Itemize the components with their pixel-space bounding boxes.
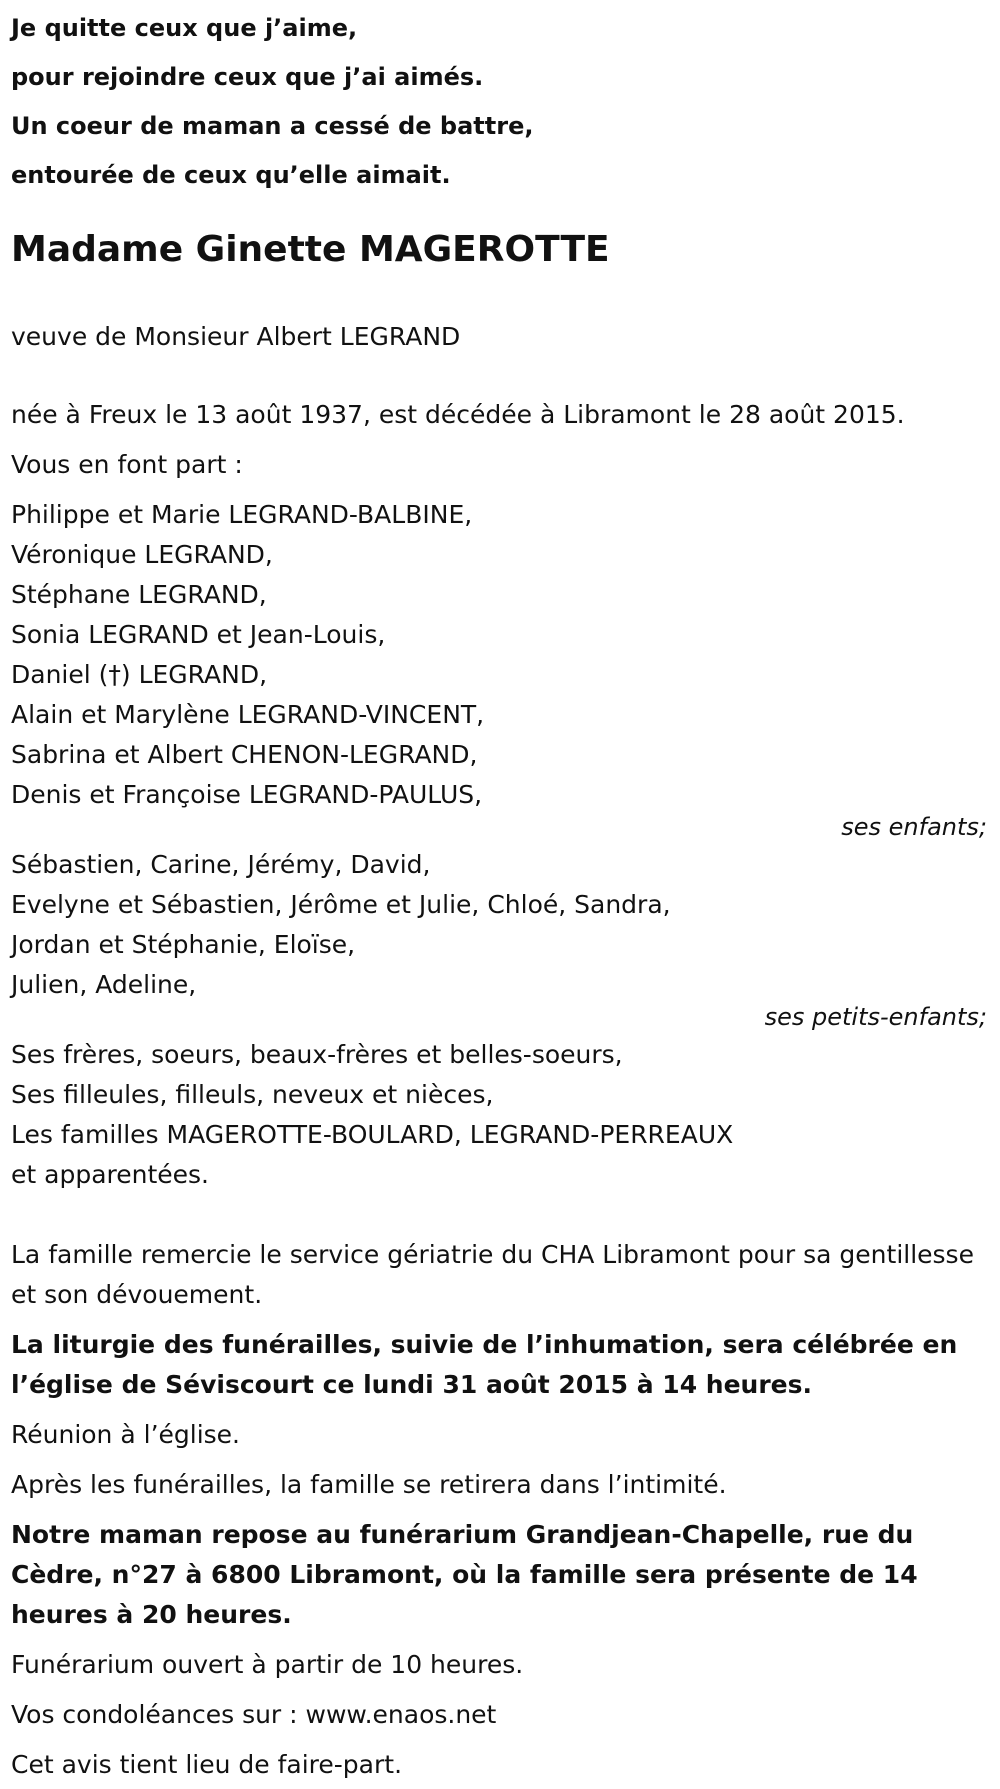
deceased-name: Madame Ginette MAGEROTTE xyxy=(11,229,610,270)
widow-of-text: veuve de Monsieur Albert LEGRAND xyxy=(11,322,461,351)
after-funeral-text: Après les funérailles, la famille se retirera dans l’intimité. xyxy=(11,1470,727,1499)
list-item: Jordan et Stéphanie, Eloïse, xyxy=(11,930,356,959)
opening-verse xyxy=(11,0,989,200)
thanks-text: La famille remercie le service gériatrie du CHA Libramont pour sa gentillesse et son dévouement. xyxy=(11,1240,974,1309)
funeral-home-hours-text: Funérarium ouvert à partir de 10 heures. xyxy=(11,1650,524,1679)
list-item: Les familles MAGEROTTE-BOULARD, LEGRAND-PERREAUX xyxy=(11,1120,734,1149)
children-label: ses enfants; xyxy=(841,813,987,841)
other-relatives-list xyxy=(11,1035,989,1195)
list-item: Sabrina et Albert CHENON-LEGRAND, xyxy=(11,740,478,769)
grandchildren-label: ses petits-enfants; xyxy=(764,1003,987,1031)
list-item: Sonia LEGRAND et Jean-Louis, xyxy=(11,620,386,649)
notice-text: Cet avis tient lieu de faire-part. xyxy=(11,1750,403,1779)
liturgy-text: La liturgie des funérailles, suivie de l’inhumation, sera célébrée en l’église de Séviscourt ce lundi 31 août 2015 à 14 heures. xyxy=(11,1330,958,1399)
children-list xyxy=(11,495,989,815)
announce-text: Vous en font part : xyxy=(11,450,243,479)
list-item: Denis et Françoise LEGRAND-PAULUS, xyxy=(11,780,483,809)
list-item: Ses filleules, filleuls, neveux et nièces, xyxy=(11,1080,494,1109)
list-item: Stéphane LEGRAND, xyxy=(11,580,267,609)
list-item: et apparentées. xyxy=(11,1160,209,1189)
verse-line: pour rejoindre ceux que j’ai aimés. xyxy=(11,63,484,91)
list-item: Julien, Adeline, xyxy=(11,970,197,999)
verse-line: entourée de ceux qu’elle aimait. xyxy=(11,161,451,189)
list-item: Evelyne et Sébastien, Jérôme et Julie, Chloé, Sandra, xyxy=(11,890,671,919)
list-item: Véronique LEGRAND, xyxy=(11,540,273,569)
list-item: Alain et Marylène LEGRAND-VINCENT, xyxy=(11,700,485,729)
list-item: Ses frères, soeurs, beaux-frères et belles-soeurs, xyxy=(11,1040,623,1069)
list-item: Philippe et Marie LEGRAND-BALBINE, xyxy=(11,500,473,529)
list-item: Daniel (†) LEGRAND, xyxy=(11,660,268,689)
list-item: Sébastien, Carine, Jérémy, David, xyxy=(11,850,431,879)
birth-death-text: née à Freux le 13 août 1937, est décédée à Libramont le 28 août 2015. xyxy=(11,400,905,429)
condolences-text: Vos condoléances sur : www.enaos.net xyxy=(11,1700,497,1729)
verse-line: Un coeur de maman a cessé de battre, xyxy=(11,112,534,140)
verse-line: Je quitte ceux que j’aime, xyxy=(11,14,358,42)
meeting-text: Réunion à l’église. xyxy=(11,1420,241,1449)
grandchildren-list xyxy=(11,845,989,1005)
funeral-home-text: Notre maman repose au funérarium Grandjean-Chapelle, rue du Cèdre, n°27 à 6800 Libramont, où la famille sera présente de 14 heures à 20 heures. xyxy=(11,1520,918,1629)
